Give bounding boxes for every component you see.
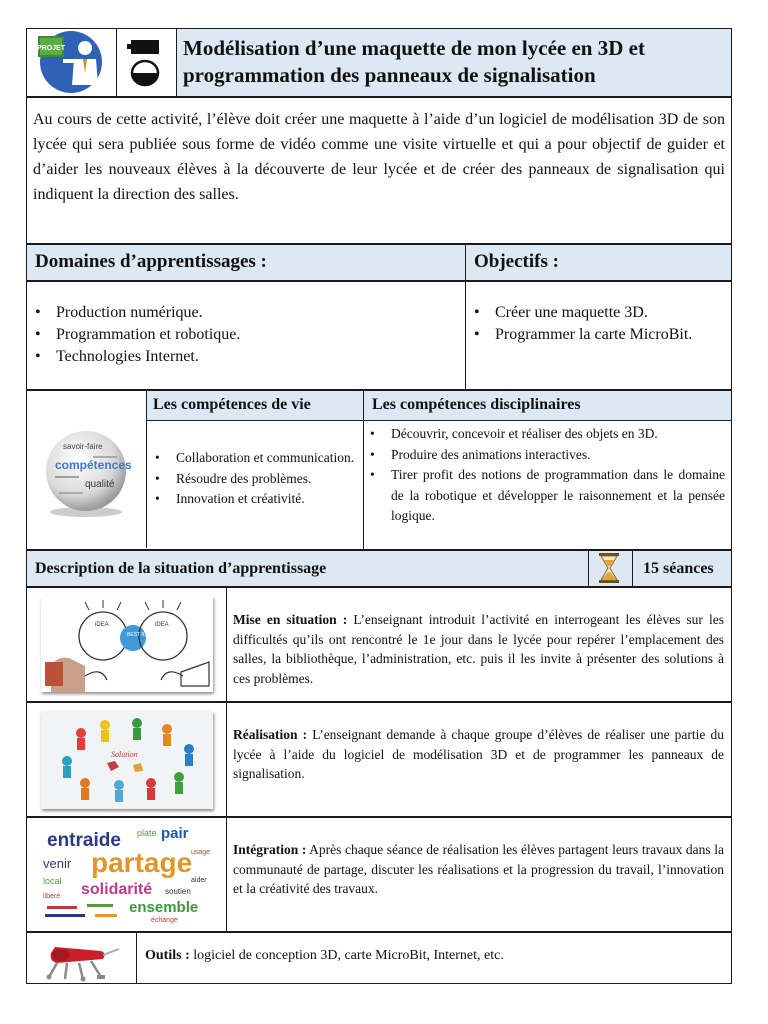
disciplinary-skills-list bbox=[368, 424, 725, 527]
objectives-list bbox=[472, 302, 731, 346]
step-image-cell bbox=[27, 703, 227, 816]
svg-text:compétences: compétences bbox=[55, 458, 132, 472]
list-item: • Innovation et créativité. bbox=[153, 489, 363, 510]
list-item: • Découvrir, concevoir et réaliser des objets en 3D. bbox=[368, 424, 725, 445]
swiss-knife-icon bbox=[27, 933, 135, 983]
sessions-count: 15 séances bbox=[643, 560, 714, 577]
domains-objectives-body bbox=[26, 281, 732, 390]
teamwork-puzzle-image bbox=[41, 711, 213, 809]
disciplinary-skills-heading: Les compétences disciplinaires bbox=[364, 391, 731, 421]
projet-logo bbox=[27, 29, 117, 96]
life-skills-list bbox=[153, 448, 363, 510]
svg-text:entraide: entraide bbox=[47, 830, 121, 851]
step-image-cell bbox=[27, 818, 227, 931]
page-title: Modélisation d’une maquette de mon lycée en 3D et programmation des panneaux de signalisation bbox=[183, 36, 645, 87]
svg-text:solidarité: solidarité bbox=[81, 881, 153, 898]
domains-objectives-header bbox=[26, 244, 732, 281]
step-mise-en-situation bbox=[26, 587, 732, 702]
svg-text:savoir-faire: savoir-faire bbox=[63, 442, 103, 451]
situation-heading: Description de la situation d’apprentissage bbox=[35, 560, 327, 577]
svg-text:qualité: qualité bbox=[85, 479, 115, 490]
list-item: • Technologies Internet. bbox=[33, 346, 465, 368]
list-item: • Collaboration et communication. bbox=[153, 448, 363, 469]
tools-text: Outils : logiciel de conception 3D, carte MicroBit, Internet, etc. bbox=[145, 948, 504, 963]
domains-list bbox=[33, 302, 465, 368]
list-item: • Résoudre des problèmes. bbox=[153, 469, 363, 490]
step-text: Réalisation : L’enseignant demande à chaque groupe d’élèves de réaliser une partie du lycée à l’aide du logiciel de modélisation 3D et de programmer les panneaux de signalisation. bbox=[233, 727, 724, 781]
list-item: • Tirer profit des notions de programmation dans le domaine de la robotique et développer le raisonnement et la pensée logique. bbox=[368, 465, 725, 527]
svg-text:soutien: soutien bbox=[165, 887, 191, 896]
situation-header bbox=[26, 550, 732, 587]
tools-row bbox=[26, 932, 732, 984]
list-item: • Créer une maquette 3D. bbox=[472, 302, 731, 324]
svg-text:aider: aider bbox=[191, 877, 207, 884]
step-realisation bbox=[26, 702, 732, 817]
svg-text:plate: plate bbox=[137, 828, 157, 838]
svg-text:BEST IDEA: BEST IDEA bbox=[127, 632, 154, 638]
svg-text:usage: usage bbox=[191, 849, 211, 856]
svg-text:iDEA: iDEA bbox=[95, 622, 109, 628]
tools-image-cell bbox=[27, 933, 137, 983]
domains-heading: Domaines d’apprentissages : bbox=[27, 245, 466, 280]
list-item: • Programmer la carte MicroBit. bbox=[472, 324, 731, 346]
step-image-cell bbox=[27, 588, 227, 701]
goal-icon bbox=[117, 29, 177, 96]
step-text: Intégration : Après chaque séance de réalisation les élèves partagent leurs travaux dans la communauté de partage, discuter les réalisations et la progression du travail, l’innovation et la créativité des travaux. bbox=[233, 842, 724, 896]
life-skills-heading: Les compétences de vie bbox=[147, 391, 364, 421]
word-cloud-image bbox=[41, 824, 213, 924]
svg-text:PROJET: PROJET bbox=[36, 45, 66, 52]
svg-text:venir: venir bbox=[43, 856, 72, 871]
ideas-bulbs-image bbox=[41, 596, 213, 692]
svg-text:local: local bbox=[43, 876, 62, 886]
list-item: • Programmation et robotique. bbox=[33, 324, 465, 346]
list-item: • Produire des animations interactives. bbox=[368, 445, 725, 466]
intro-paragraph: Au cours de cette activité, l’élève doit créer une maquette à l’aide d’un logiciel de modélisation 3D de son lycée qui sera publiée sous forme de vidéo comme une visite virtuelle et qui a pour objectif de guider et d’aider les nouveaux élèves à la découverte de leur lycée et de créer des panneaux de signalisation qui indiquent la direction des salles. bbox=[26, 97, 732, 244]
competences-section bbox=[26, 390, 732, 550]
objectives-heading: Objectifs : bbox=[474, 251, 559, 272]
hourglass-icon bbox=[588, 551, 633, 586]
svg-text:libéré: libéré bbox=[43, 893, 61, 900]
svg-text:iDEA: iDEA bbox=[155, 622, 169, 628]
step-text: Mise en situation : L’enseignant introduit l’activité en interrogeant les élèves sur les difficultés qu’ils ont rencontré le 1e jour dans le lycée pour repérer l’emplacement des salles, la bibliothèque, l’administration, etc. puis il les invite à présenter des solutions à ces problèmes. bbox=[233, 612, 725, 686]
svg-text:Solution: Solution bbox=[111, 750, 138, 759]
header bbox=[26, 28, 732, 97]
step-integration bbox=[26, 817, 732, 932]
svg-text:pair: pair bbox=[161, 825, 189, 842]
competences-image-cell bbox=[27, 391, 147, 548]
list-item: • Production numérique. bbox=[33, 302, 465, 324]
svg-text:échange: échange bbox=[151, 917, 178, 924]
svg-text:partage: partage bbox=[91, 847, 193, 878]
competences-sphere-image bbox=[33, 421, 139, 521]
svg-text:ensemble: ensemble bbox=[129, 899, 199, 916]
